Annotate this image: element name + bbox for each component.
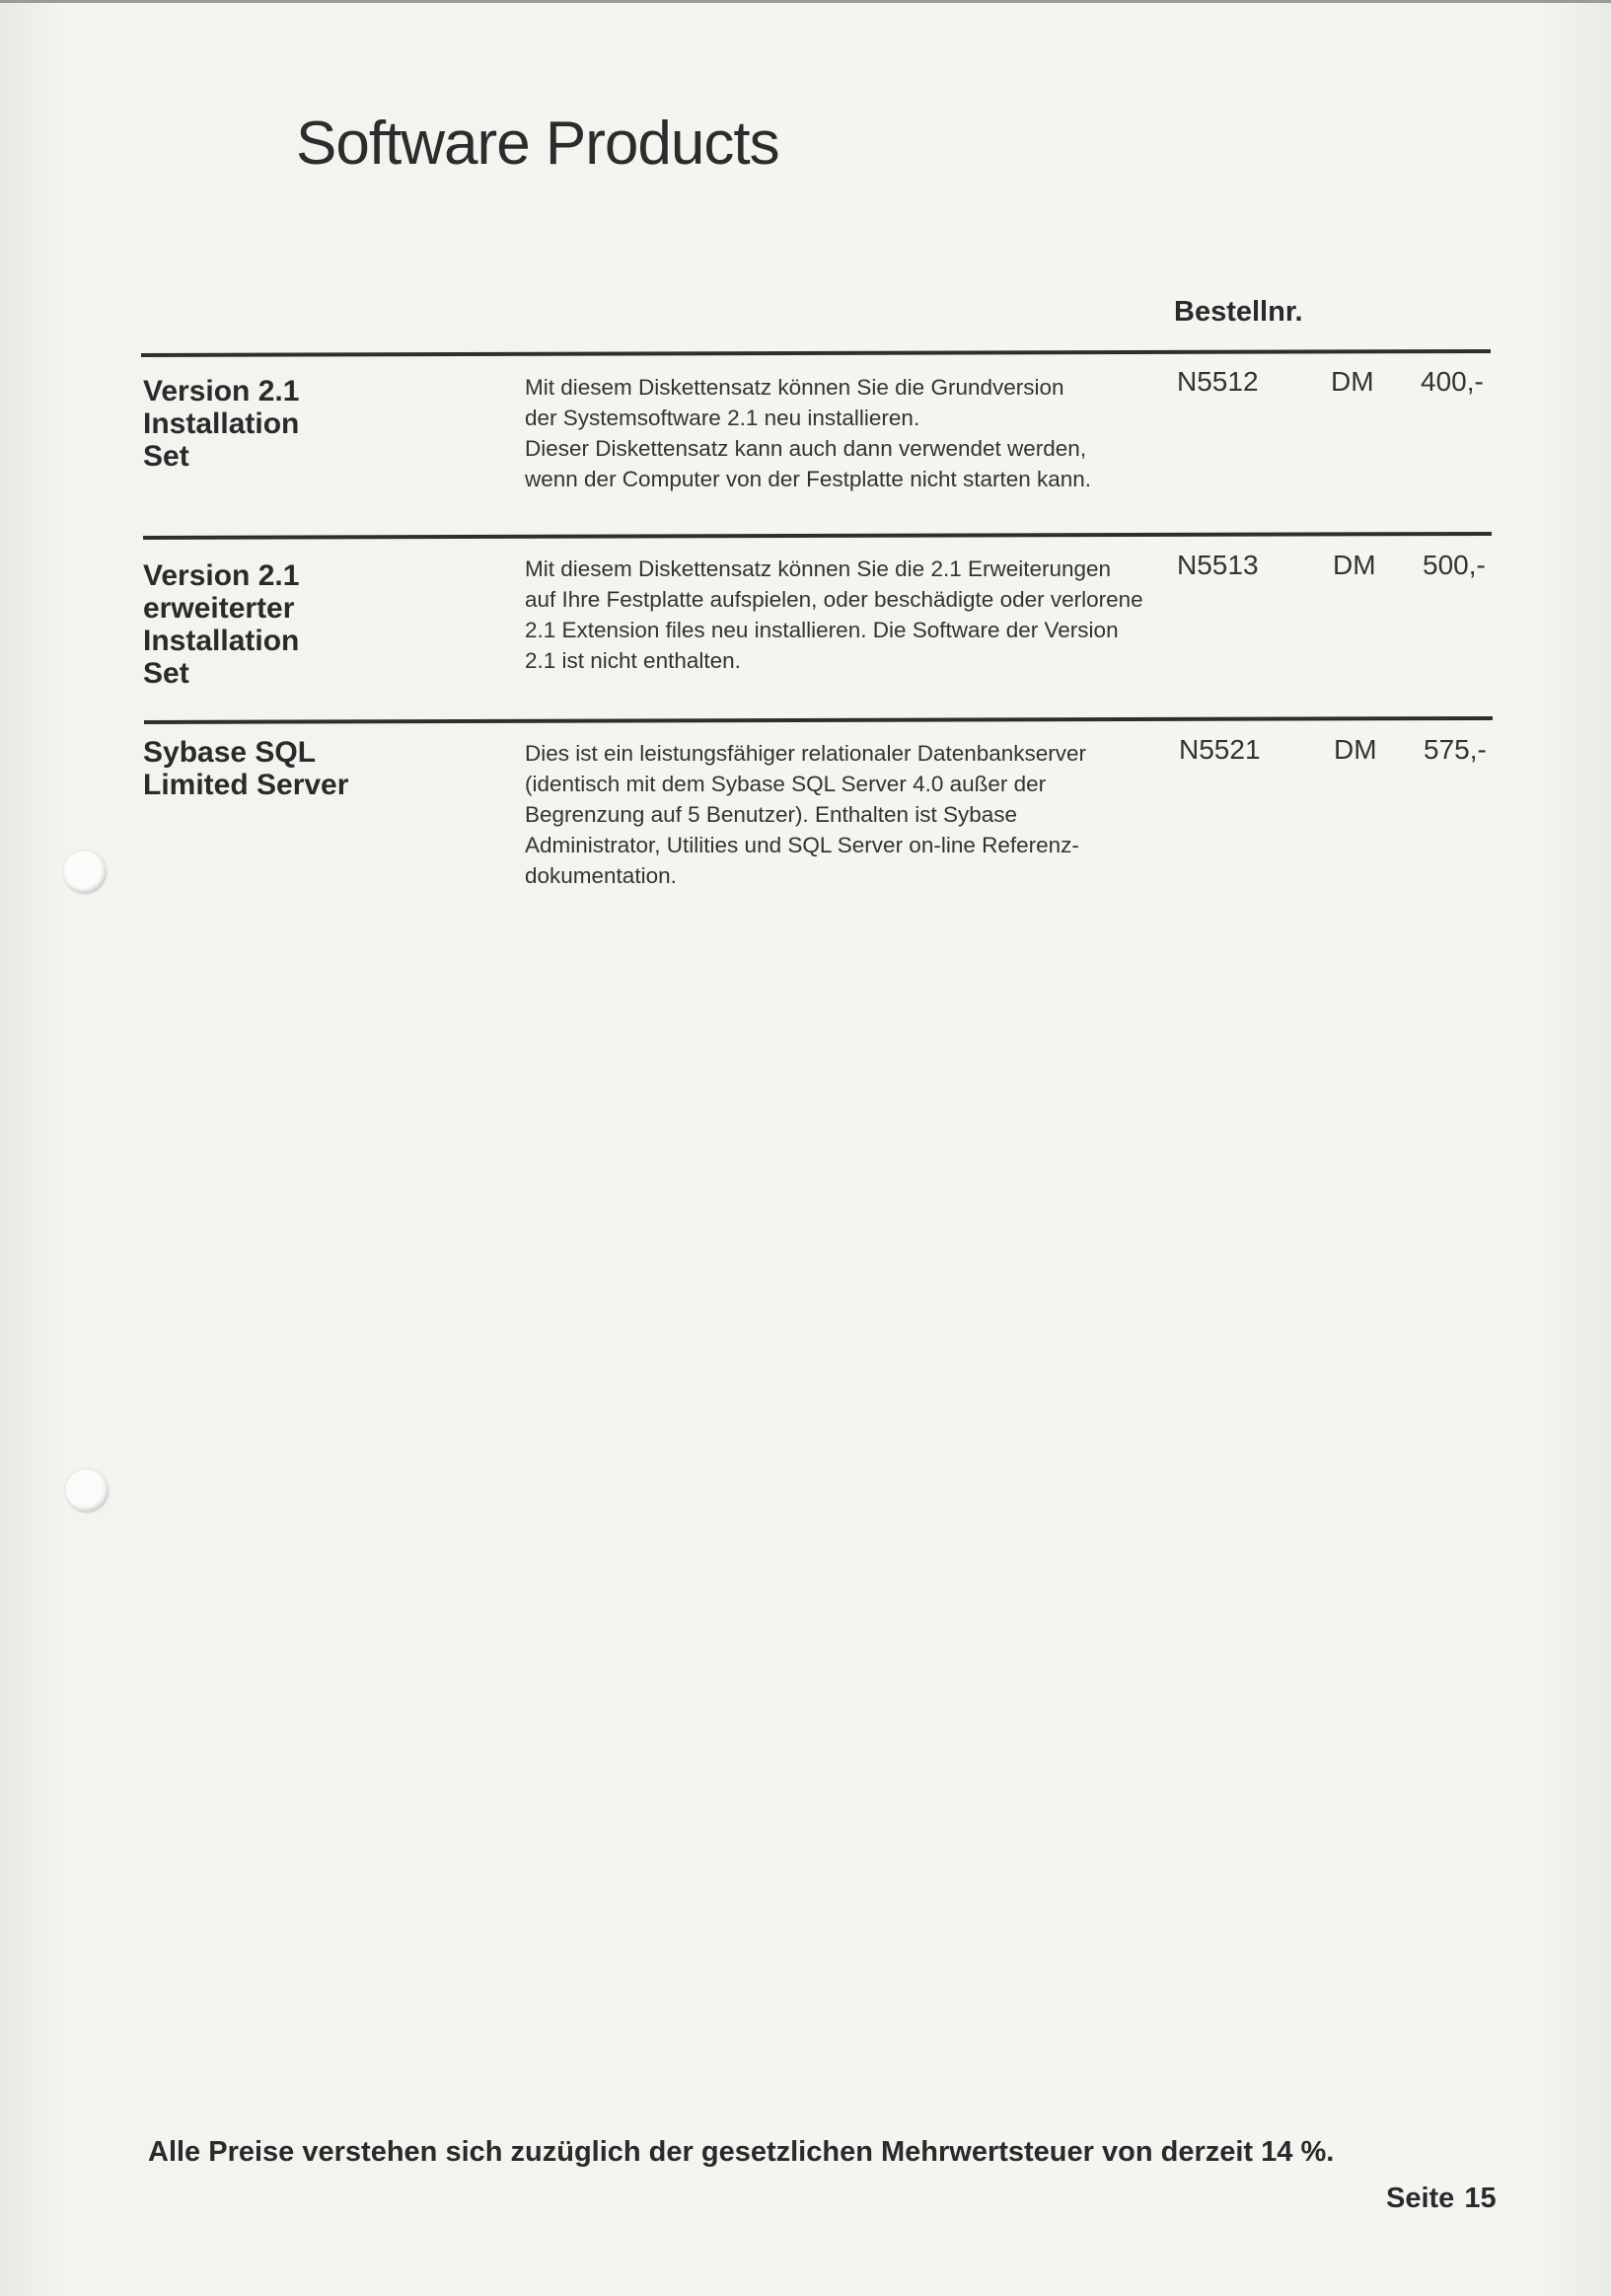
order-number-column-header: Bestellnr. [1174, 296, 1303, 328]
product-name: Version 2.1 erweiterter Installation Set [143, 559, 300, 690]
product-description: Dies ist ein leistungsfähiger relationaler Datenbankserver (identisch mit dem Sybase SQL Server 4.0 außer der Begrenzung auf 5 Benutzer). Enthalten ist Sybase Administrator, Utilities und SQL Server on-line Referenz- dokumentation. [525, 741, 1087, 888]
product-name: Version 2.1 Installation Set [143, 375, 300, 473]
page-number-value: 15 [1464, 2183, 1497, 2214]
product-order-number: N5513 [1177, 550, 1259, 580]
product-order-number: N5521 [1179, 734, 1261, 765]
product-price: 400,- [1421, 366, 1484, 397]
product-price: 575,- [1424, 734, 1487, 765]
page-top-edge [0, 0, 1611, 3]
binder-punch-hole [63, 851, 107, 894]
binder-punch-hole [65, 1469, 109, 1513]
page-number-label: Seite [1386, 2183, 1455, 2214]
vat-footnote: Alle Preise verstehen sich zuzüglich der gesetzlichen Mehrwertsteuer von derzeit 14 %. [148, 2136, 1335, 2168]
page-number [1386, 2183, 1497, 2215]
product-price: 500,- [1423, 550, 1486, 580]
product-description: Mit diesem Diskettensatz können Sie die Grundversion der Systemsoftware 2.1 neu installieren. Dieser Diskettensatz kann auch dann verwendet werden, wenn der Computer von der Festplatte nicht starten kann. [525, 375, 1092, 491]
product-order-number: N5512 [1177, 366, 1259, 397]
product-currency: DM [1333, 550, 1376, 580]
product-currency: DM [1331, 366, 1374, 397]
product-name: Sybase SQL Limited Server [143, 736, 349, 801]
product-description: Mit diesem Diskettensatz können Sie die 2.1 Erweiterungen auf Ihre Festplatte aufspielen, oder beschädigte oder verlorene 2.1 Extension files neu installieren. Die Software der Version 2.1 ist nicht enthalten. [525, 556, 1143, 673]
product-currency: DM [1334, 734, 1377, 765]
page-title: Software Products [296, 110, 779, 178]
